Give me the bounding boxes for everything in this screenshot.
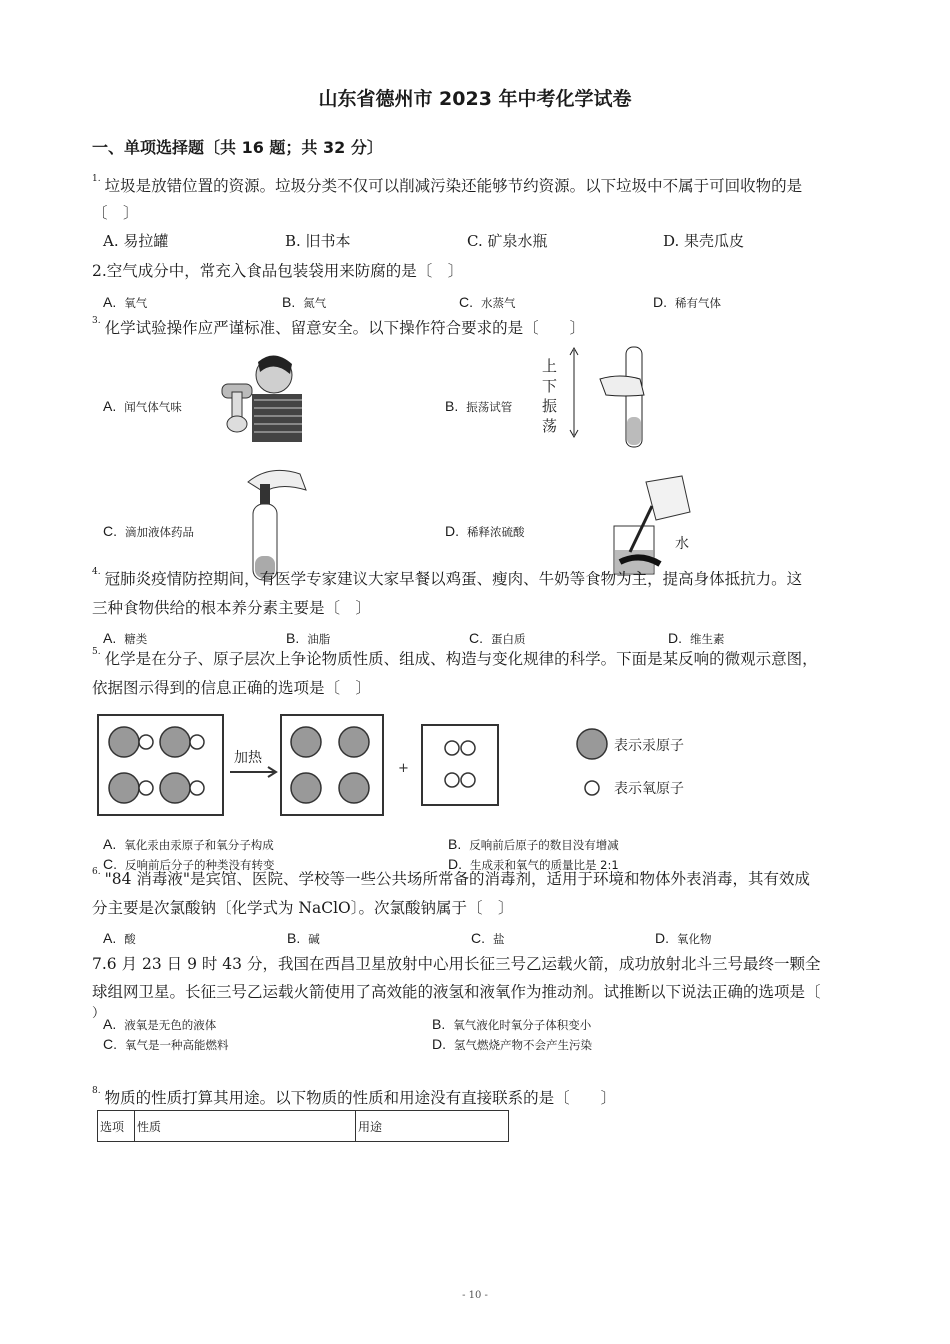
q8-table <box>97 1110 509 1142</box>
option-d[interactable]: D. 生成汞和氧气的质量比是 2:1 <box>448 856 619 872</box>
question-5: $^{5.}$ 化学是在分子、原子层次上争论物质性质、组成、构造与变化规律的科学。下面是某反响的微观示意图， <box>92 647 818 668</box>
option-a[interactable]: A. 酸 <box>103 930 136 946</box>
option-d[interactable]: D. 氢气燃烧产物不会产生污染 <box>432 1036 592 1052</box>
option-d[interactable]: D. 稀释浓硫酸 <box>445 523 525 539</box>
img-b-label-1: 上 <box>542 357 558 375</box>
option-a[interactable]: A. 糖类 <box>103 630 148 646</box>
img-b-label-2: 下 <box>542 377 558 395</box>
option-a[interactable]: A. 闻气体气味 <box>103 398 182 414</box>
question-6: $^{6.}$ "84 消毒液"是宾馆、医院、学校等一些公共场所常备的消毒剂，适用于环境和物体外表消毒，其有效成 <box>92 867 811 888</box>
legend-mercury: 表示汞原子 <box>614 738 684 754</box>
question-7: 7.6 月 23 日 9 时 43 分，我国在西昌卫星放射中心用长征三号乙运载火箭，成功放射北斗三号最终一颗全 <box>92 955 821 973</box>
option-d[interactable]: D. 氧化物 <box>655 930 712 946</box>
question-5-line2: 依据图示得到的信息正确的选项是〔 〕 <box>92 679 372 697</box>
col-property: 性质 <box>135 1111 356 1142</box>
option-c[interactable]: C. 蛋白质 <box>469 630 526 646</box>
option-c[interactable]: C. 滴加液体药品 <box>103 523 194 539</box>
question-1-bracket: 〔 〕 <box>92 204 139 222</box>
question-6-line2: 分主要是次氯酸钠〔化学式为 NaClO〕。次氯酸钠属于〔 〕 <box>92 899 514 917</box>
question-4: $^{4.}$ 冠肺炎疫情防控期间，有医学专家建议大家早餐以鸡蛋、瘦肉、牛奶等食物为主，提高身体抵抗力。这 <box>92 567 803 588</box>
option-d[interactable]: D. 稀有气体 <box>653 294 721 310</box>
option-c[interactable]: C. 氧气是一种高能燃料 <box>103 1036 229 1052</box>
option-b[interactable]: B. 旧书本 <box>285 232 351 250</box>
diluting-acid-illustration <box>600 472 710 582</box>
option-a[interactable]: A. 易拉罐 <box>103 232 169 250</box>
option-b[interactable]: B. 氮气 <box>282 294 327 310</box>
table-header-row <box>98 1111 509 1142</box>
page-title: 山东省德州市 2023 年中考化学试卷 <box>318 88 632 110</box>
section-heading: 一、单项选择题〔共 16 题；共 32 分〕 <box>92 138 383 157</box>
dropper-illustration <box>240 462 315 582</box>
reaction-micro-diagram <box>92 710 712 820</box>
arrow-label: 加热 <box>234 750 262 766</box>
img-b-label-3: 振 <box>542 397 558 415</box>
question-7-line2: 球组网卫星。长征三号乙运载火箭使用了高效能的液氢和液氧作为推动剂。试推断以下说法正确的选项是〔 <box>92 983 821 1001</box>
question-2: 2.空气成分中，常充入食品包装袋用来防腐的是〔 〕 <box>92 262 464 280</box>
option-c[interactable]: C. 反响前后分子的种类没有转变 <box>103 856 275 872</box>
question-text: 垃圾是放错位置的资源。垃圾分类不仅可以削减污染还能够节约资源。以下垃圾中不属于可回收物的是 <box>104 177 803 195</box>
img-d-water-label: 水 <box>675 536 689 552</box>
option-b[interactable]: B. 氧气液化时氧分子体积变小 <box>432 1016 592 1032</box>
page-number: - 10 - <box>462 1290 488 1301</box>
question-8: $^{8.}$ 物质的性质打算其用途。以下物质的性质和用途没有直接联系的是〔 〕 <box>92 1086 617 1107</box>
col-option: 选项 <box>98 1111 135 1142</box>
option-a[interactable]: A. 氧气 <box>103 294 148 310</box>
question-4-line2: 三种食物供给的根本养分素主要是〔 〕 <box>92 599 372 617</box>
option-c[interactable]: C. 盐 <box>471 930 505 946</box>
shaking-test-tube-illustration <box>540 345 650 457</box>
option-b[interactable]: B. 油脂 <box>286 630 331 646</box>
option-b[interactable]: B. 反响前后原子的数目没有增减 <box>448 836 619 852</box>
option-b[interactable]: B. 振荡试管 <box>445 398 513 414</box>
option-b[interactable]: B. 碱 <box>287 930 320 946</box>
option-d[interactable]: D. 果壳瓜皮 <box>663 232 745 250</box>
plus-sign: + <box>398 761 409 776</box>
smelling-gas-illustration <box>212 350 304 445</box>
legend-oxygen: 表示氧原子 <box>614 781 684 797</box>
question-number: 1. <box>92 174 101 184</box>
img-b-label-4: 荡 <box>542 417 558 435</box>
question-7-bracket: ） <box>92 1006 106 1021</box>
option-d[interactable]: D. 维生素 <box>668 630 725 646</box>
question-3: $^{3.}$ 化学试验操作应严谨标准、留意安全。以下操作符合要求的是〔 〕 <box>92 316 586 337</box>
question-1 <box>92 174 802 196</box>
option-c[interactable]: C. 水蒸气 <box>459 294 516 310</box>
option-c[interactable]: C. 矿泉水瓶 <box>467 232 548 250</box>
col-use: 用途 <box>356 1111 509 1142</box>
option-a[interactable]: A. 液氧是无色的液体 <box>103 1016 217 1032</box>
option-a[interactable]: A. 氧化汞由汞原子和氧分子构成 <box>103 836 274 852</box>
